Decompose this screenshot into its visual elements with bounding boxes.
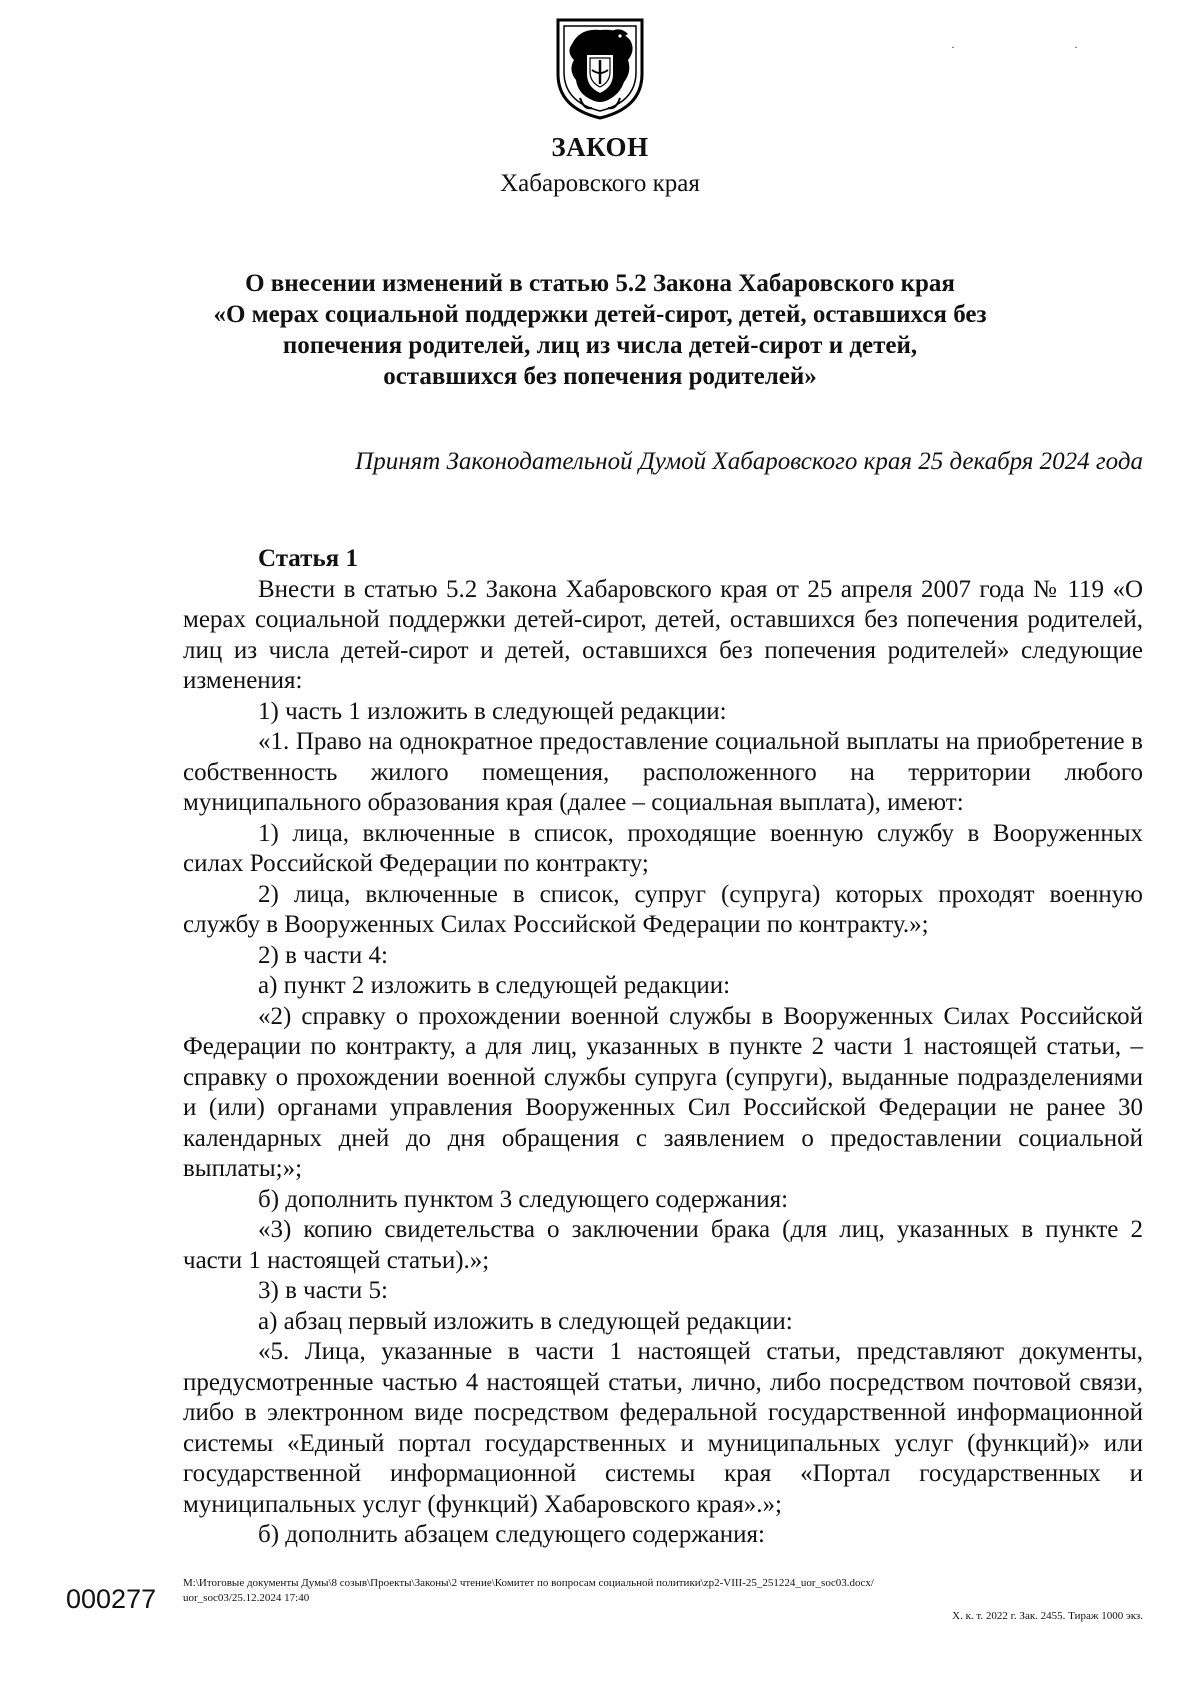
paragraph: «3) копию свидетельства о заключении брака (для лиц, указанных в пункте 2 части 1 настоящей статьи).»;: [183, 1216, 1143, 1274]
document-heading: [150, 268, 1050, 392]
file-path: [183, 1576, 1143, 1606]
paragraph: 1) лица, включенные в список, проходящие военную службу в Вооруженных силах Российской Федерации по контракту;: [183, 819, 1143, 877]
file-path-line: M:\Итоговые документы Думы\8 созыв\Проекты\Законы\2 чтение\Комитет по вопросам социальной политики\zp2-VIII-25_251224_uor_soc03.docx/: [183, 1577, 874, 1589]
article-title: Статья 1: [258, 545, 358, 572]
paragraph: б) дополнить абзацем следующего содержания:: [258, 1521, 765, 1548]
print-info: Х. к. т. 2022 г. Зак. 2455. Тираж 1000 экз.: [952, 1610, 1143, 1622]
law-region: Хабаровского края: [500, 170, 700, 197]
paragraph: «1. Право на однократное предоставление социальной выплаты на приобретение в собственность жилого помещения, расположенного на территории любого муниципального образования края (далее – социальная выплата), имеют:: [183, 728, 1143, 816]
heading-line: попечения родителей, лиц из числа детей-сирот и детей,: [282, 332, 918, 359]
paragraph: 1) часть 1 изложить в следующей редакции:: [258, 697, 727, 725]
paragraph: а) пункт 2 изложить в следующей редакции:: [258, 972, 731, 999]
adoption-note: Принят Законодательной Думой Хабаровского края 25 декабря 2024 года: [355, 448, 1143, 475]
paragraph: 2) лица, включенные в список, супруг (супруга) которых проходят военную службу в Вооруженных Силах Российской Федерации по контракту.»;: [183, 880, 1143, 938]
scan-specks: · ·: [951, 40, 1136, 54]
heading-line: оставшихся без попечения родителей»: [383, 363, 817, 390]
paragraph: Внести в статью 5.2 Закона Хабаровского края от 25 апреля 2007 года № 119 «О мерах социальной поддержки детей-сирот, детей, оставшихся без попечения родителей, лиц из числа детей-сирот и детей, оставшихся без попечения родителей» следующие изменения:: [183, 575, 1143, 694]
heading-line: «О мерах социальной поддержки детей-сирот, детей, оставшихся без: [213, 301, 987, 328]
coat-of-arms-icon: [550, 14, 650, 122]
paragraph: 3) в части 5:: [258, 1277, 388, 1304]
document-number: 000277: [66, 1584, 157, 1614]
paragraph: б) дополнить пунктом 3 следующего содержания:: [258, 1185, 789, 1213]
law-title: ЗАКОН: [551, 132, 649, 162]
paragraph: «2) справку о прохождении военной службы в Вооруженных Силах Российской Федерации по контракту, а для лиц, указанных в пункте 2 части 1 настоящей статьи, – справку о прохождении военной службы супруга (супруги), выданные подразделениями и (или) органами управления Вооруженных Сил Российской Федерации не ранее 30 календарных дней до дня обращения с заявлением о предоставлении социальной выплаты;»;: [183, 1002, 1143, 1182]
file-path-line: uor_soc03/25.12.2024 17:40: [183, 1592, 310, 1604]
heading-line: О внесении изменений в статью 5.2 Закона Хабаровского края: [245, 270, 955, 297]
paragraph: 2) в части 4:: [258, 941, 388, 969]
article-1: [183, 544, 1143, 1551]
paragraph: а) абзац первый изложить в следующей редакции:: [258, 1307, 793, 1335]
paragraph: «5. Лица, указанные в части 1 настоящей статьи, представляют документы, предусмотренные частью 4 настоящей статьи, лично, либо посредством почтовой связи, либо в электронном виде посредством федеральной государственной информационной системы «Единый портал государственных и муниципальных услуг (функций)» или государственной информационной системы края «Портал государственных и муниципальных услуг (функций) Хабаровского края».»;: [183, 1338, 1143, 1518]
